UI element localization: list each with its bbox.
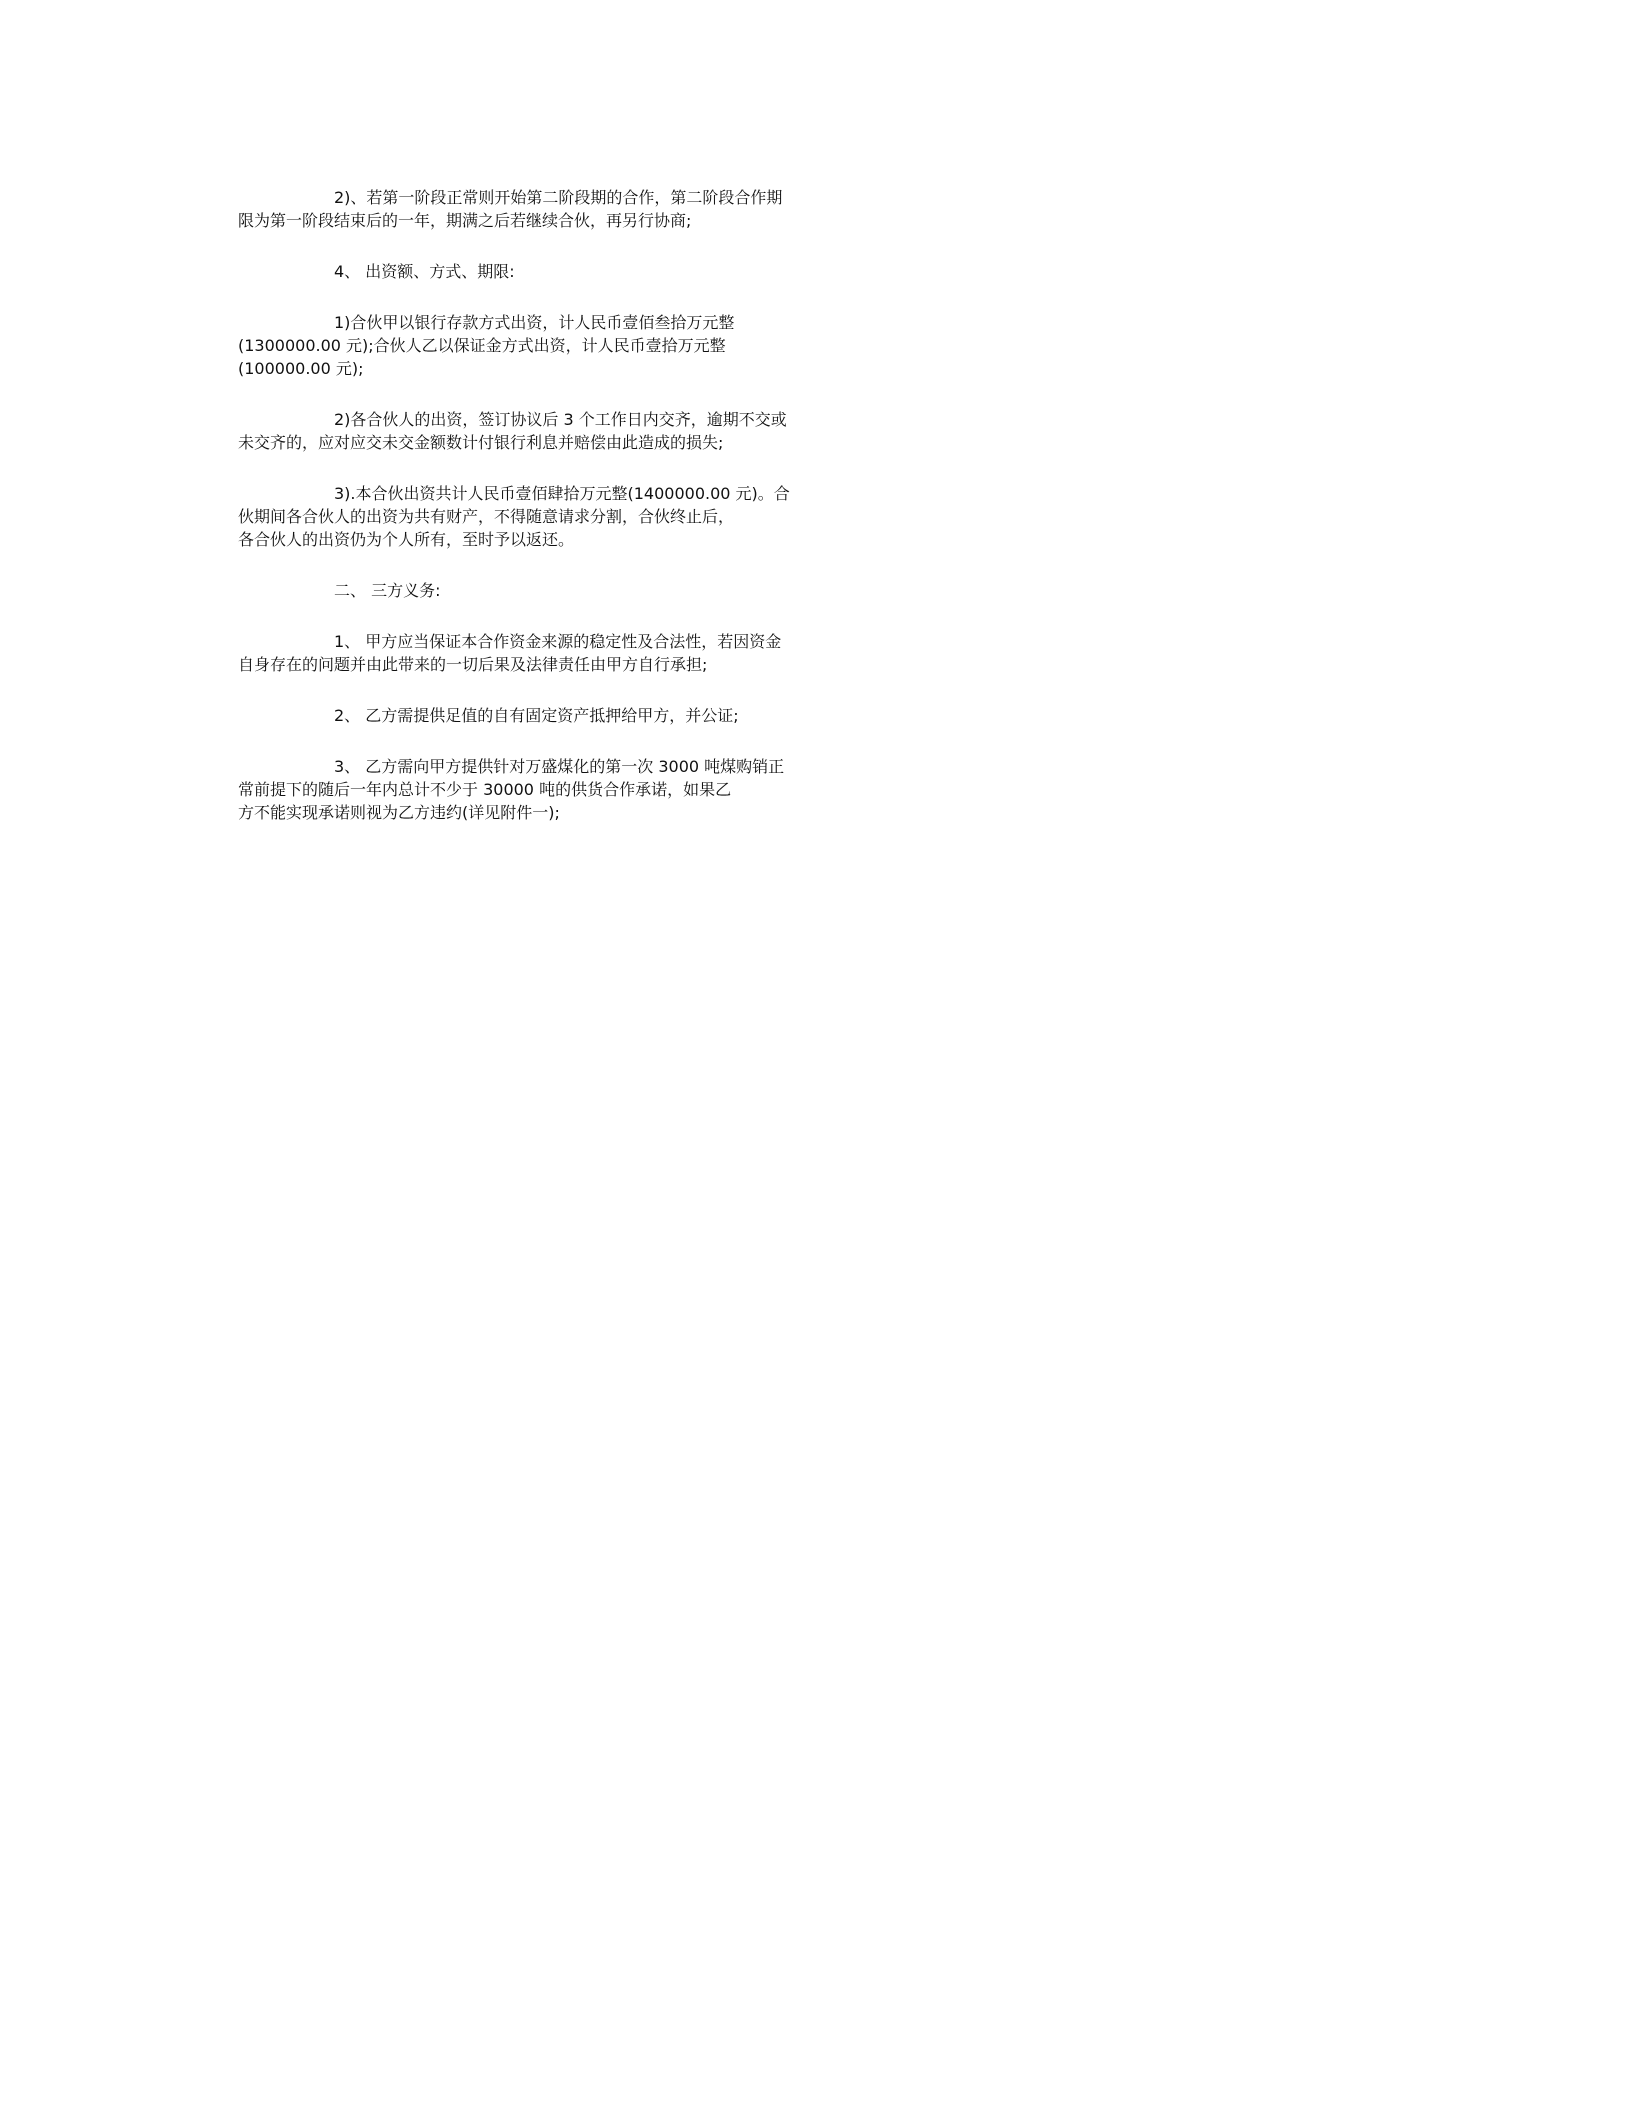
paragraph-obligation-2 xyxy=(238,703,1378,726)
text-line: 未交齐的，应对应交未交金额数计付银行利息并赔偿由此造成的损失; xyxy=(238,433,724,452)
text-line: 3、 乙方需向甲方提供针对万盛煤化的第一次 3000 吨煤购销正 xyxy=(334,757,785,776)
paragraph-heading-obligations xyxy=(238,578,1378,601)
text-line: 2)各合伙人的出资，签订协议后 3 个工作日内交齐，逾期不交或 xyxy=(334,410,787,429)
text-line: 方不能实现承诺则视为乙方违约(详见附件一); xyxy=(238,803,560,822)
text-line: (1300000.00 元);合伙人乙以保证金方式出资，计人民币壹拾万元整 xyxy=(238,336,726,355)
paragraph-capital-3 xyxy=(238,481,1378,550)
text-line: 各合伙人的出资仍为个人所有，至时予以返还。 xyxy=(238,530,575,549)
text-line: 二、 三方义务: xyxy=(334,581,441,600)
text-line: 自身存在的问题并由此带来的一切后果及法律责任由甲方自行承担; xyxy=(238,655,708,674)
paragraph-heading-capital xyxy=(238,259,1378,282)
paragraph-capital-1 xyxy=(238,310,1378,379)
text-line: 1、 甲方应当保证本合作资金来源的稳定性及合法性，若因资金 xyxy=(334,632,782,651)
text-line: 3).本合伙出资共计人民币壹佰肆拾万元整(1400000.00 元)。合 xyxy=(334,484,790,503)
paragraph-obligation-3 xyxy=(238,754,1378,823)
text-line: 4、 出资额、方式、期限: xyxy=(334,262,515,281)
text-line: 常前提下的随后一年内总计不少于 30000 吨的供货合作承诺，如果乙 xyxy=(238,780,732,799)
text-line: (100000.00 元); xyxy=(238,359,364,378)
text-line: 1)合伙甲以银行存款方式出资，计人民币壹佰叁拾万元整 xyxy=(334,313,735,332)
text-line: 2)、若第一阶段正常则开始第二阶段期的合作，第二阶段合作期 xyxy=(334,188,783,207)
paragraph-capital-2 xyxy=(238,407,1378,453)
text-line: 2、 乙方需提供足值的自有固定资产抵押给甲方，并公证; xyxy=(334,706,739,725)
text-line: 伙期间各合伙人的出资为共有财产，不得随意请求分割，合伙终止后， xyxy=(238,507,735,526)
text-line: 限为第一阶段结束后的一年，期满之后若继续合伙，再另行协商; xyxy=(238,211,692,230)
paragraph-obligation-1 xyxy=(238,629,1378,675)
document-body xyxy=(238,185,1378,823)
paragraph-phase-two xyxy=(238,185,1378,231)
